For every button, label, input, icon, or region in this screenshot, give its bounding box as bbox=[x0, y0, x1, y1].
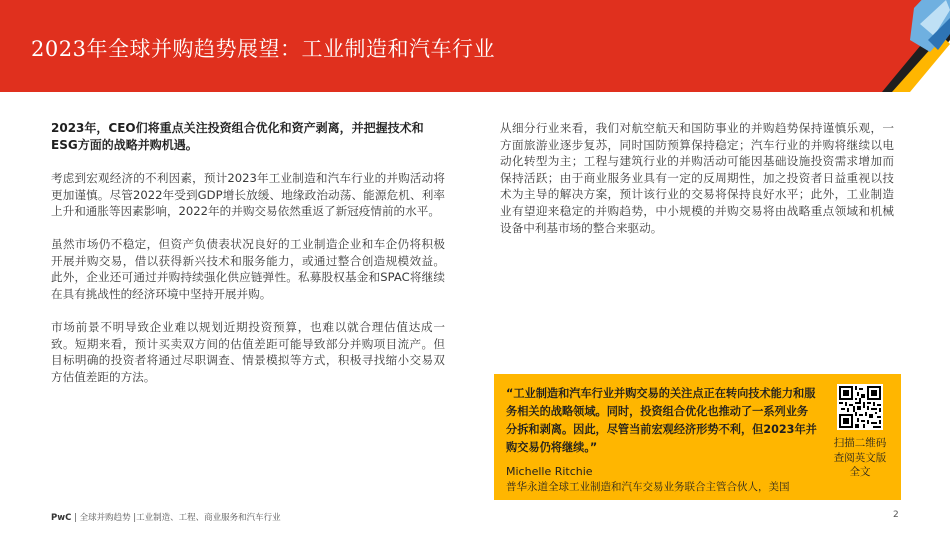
body-paragraph: 市场前景不明导致企业难以规划近期投资预算，也难以就合理估值达成一致。短期来看，预计买卖双方间的估值差距可能导致部分并购项目流产。但目标明确的投资者将通过尽职调查、情景模拟等方式，积极寻找缩小交易双方估值差距的方法。 bbox=[51, 320, 445, 384]
quote-callout bbox=[494, 374, 901, 500]
quote-author-name: Michelle Ritchie bbox=[506, 465, 593, 478]
footer-text: | 全球并购趋势 |工业制造、工程、商业服务和汽车行业 bbox=[71, 513, 281, 523]
quote-author-role: 普华永道全球工业制造和汽车交易业务联合主管合伙人，美国 bbox=[506, 481, 790, 493]
qr-caption: 扫描二维码查阅英文版全文 bbox=[833, 437, 887, 478]
quote-text: “工业制造和汽车行业并购交易的关注点正在转向技术能力和服务相关的战略领域。同时，投资组合优化也推动了一系列业务分拆和剥离。因此，尽管当前宏观经济形势不利，但2023年并购交易仍将继续。” bbox=[506, 387, 817, 454]
decorative-corner-graphic bbox=[830, 0, 950, 92]
header-banner bbox=[0, 0, 950, 92]
left-column bbox=[51, 120, 445, 402]
lead-paragraph: 2023年，CEO们将重点关注投资组合优化和资产剥离，并把握技术和ESG方面的战略并购机遇。 bbox=[51, 121, 424, 152]
body-paragraph: 虽然市场仍不稳定，但资产负债表状况良好的工业制造企业和车企仍将积极开展并购交易，借以获得新兴技术和服务能力，或通过整合创造规模效益。此外，企业还可通过并购持续强化供应链弹性。私募股权基金和SPAC将继续在具有挑战性的经济环境中坚持开展并购。 bbox=[51, 237, 445, 302]
right-column bbox=[500, 120, 894, 253]
body-paragraph: 考虑到宏观经济的不利因素，预计2023年工业制造和汽车行业的并购活动将更加谨慎。尽管2022年受到GDP增长放缓、地缘政治动荡、能源危机、利率上升和通胀等因素影响，2022年的并购交易依然重返了新冠疫情前的水平。 bbox=[51, 171, 445, 219]
page-number: 2 bbox=[893, 510, 899, 520]
body-paragraph: 从细分行业来看，我们对航空航天和国防事业的并购趋势保持谨慎乐观，一方面旅游业逐步复苏，同时国防预算保持稳定；汽车行业的并购将继续以电动化转型为主；工程与建筑行业的并购活动可能因基础设施投资需求增加而保持活跃；由于商业服务业具有一定的反周期性，加之投资者日益重视以技术为主导的解决方案，预计该行业的交易将保持良好水平；此外，工业制造业有望迎来稳定的并购趋势，中小规模的并购交易将由战略重点领域和机械设备中利基市场的整合来驱动。 bbox=[500, 121, 894, 235]
footer-brand: PwC bbox=[51, 513, 72, 523]
qr-code-icon[interactable] bbox=[837, 384, 883, 430]
footer bbox=[51, 511, 281, 523]
page-title: 2023年全球并购趋势展望：工业制造和汽车行业 bbox=[31, 37, 495, 61]
